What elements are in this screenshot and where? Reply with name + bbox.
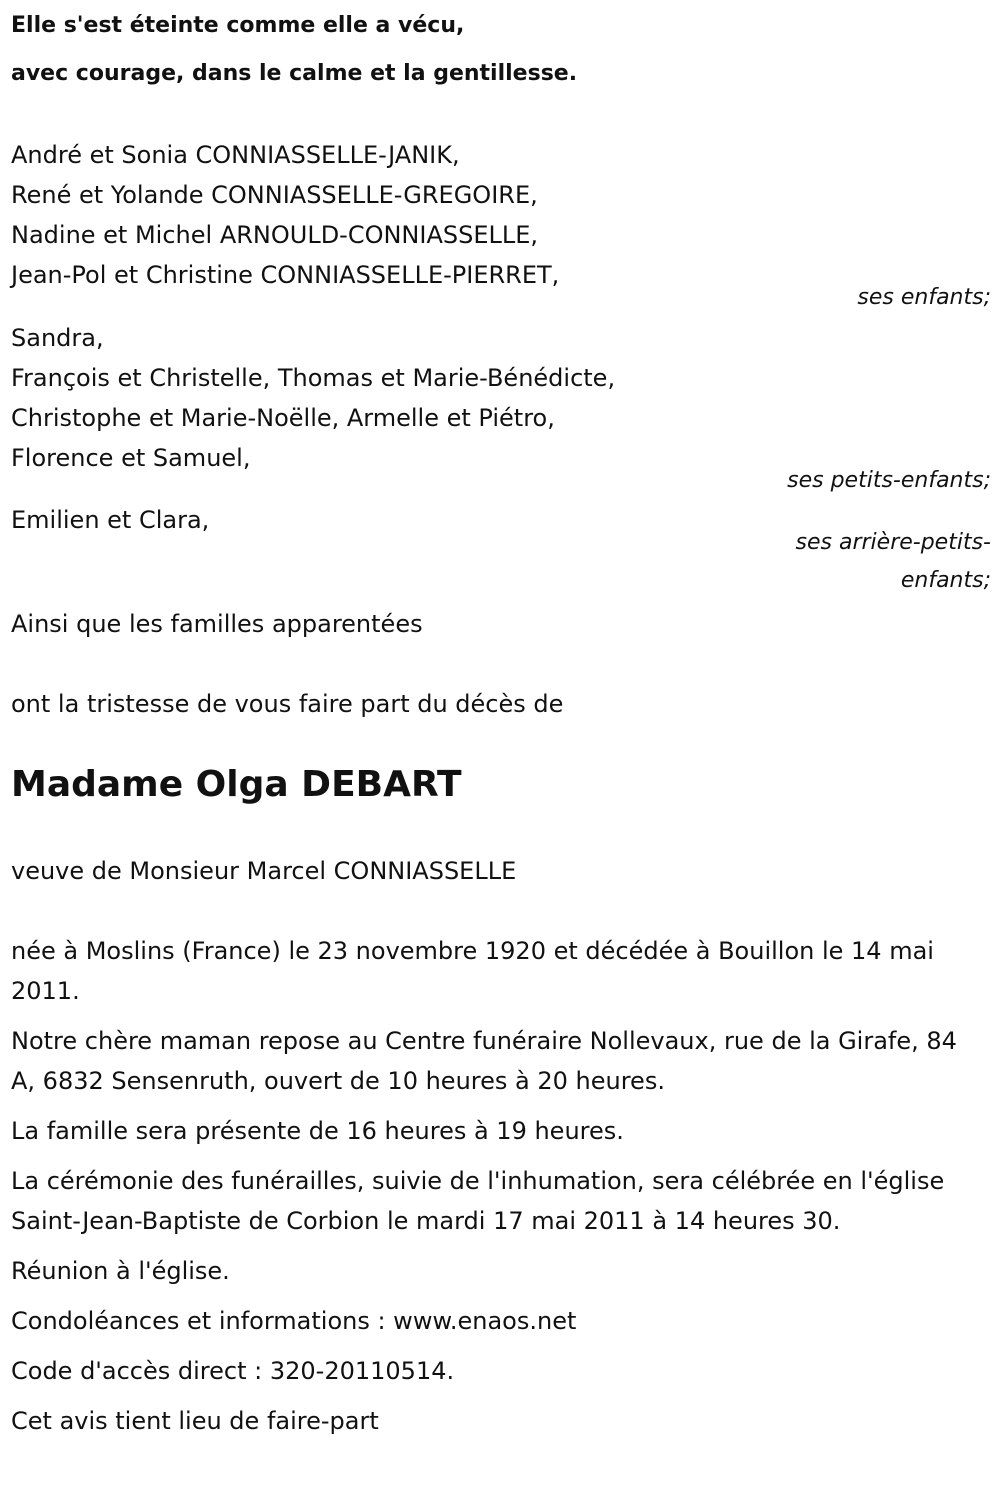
child-name: Jean-Pol et Christine CONNIASSELLE-PIERRET, — [11, 261, 560, 289]
deceased-name: Madame Olga DEBART — [11, 764, 462, 805]
notice-text: Cet avis tient lieu de faire-part — [11, 1407, 379, 1435]
great-grandchildren-label-2: enfants; — [900, 568, 991, 593]
grandchildren-section — [11, 318, 991, 500]
grandchild-name: Florence et Samuel, — [11, 444, 251, 472]
quote-line-2: avec courage, dans le calme et la gentillesse. — [11, 61, 578, 86]
quote-line-1: Elle s'est éteinte comme elle a vécu, — [11, 13, 465, 38]
child-name: René et Yolande CONNIASSELLE-GREGOIRE, — [11, 181, 538, 209]
child-name: André et Sonia CONNIASSELLE-JANIK, — [11, 141, 460, 169]
great-grandchild-name: Emilien et Clara, — [11, 506, 210, 534]
grandchildren-label: ses petits-enfants; — [787, 468, 991, 493]
families-text: Ainsi que les familles apparentées — [11, 610, 423, 638]
child-name: Nadine et Michel ARNOULD-CONNIASSELLE, — [11, 221, 539, 249]
families-line — [11, 604, 991, 644]
grandchild-name: François et Christelle, Thomas et Marie-Bénédicte, — [11, 364, 616, 392]
great-grandchildren-label-1: ses arrière-petits- — [795, 530, 991, 555]
great-grandchildren-section — [11, 500, 991, 600]
access-code-text: Code d'accès direct : 320-20110514. — [11, 1357, 455, 1385]
announcement-line — [11, 684, 991, 724]
grandchild-name: Sandra, — [11, 324, 104, 352]
children-section — [11, 135, 991, 317]
meeting-text: Réunion à l'église. — [11, 1257, 230, 1285]
announcement-text: ont la tristesse de vous faire part du décès de — [11, 690, 564, 718]
condolences-text: Condoléances et informations : www.enaos.net — [11, 1307, 577, 1335]
children-label: ses enfants; — [857, 285, 991, 310]
widow-text: veuve de Monsieur Marcel CONNIASSELLE — [11, 857, 517, 885]
birth-death-text: née à Moslins (France) le 23 novembre 1920 et décédée à Bouillon le 14 mai 2011. — [11, 937, 934, 1005]
rest-place-text: Notre chère maman repose au Centre funéraire Nollevaux, rue de la Girafe, 84 A, 6832 Sensenruth, ouvert de 10 heures à 20 heures. — [11, 1027, 957, 1095]
ceremony-text: La cérémonie des funérailles, suivie de l'inhumation, sera célébrée en l'église Saint-Jean-Baptiste de Corbion le mardi 17 mai 2011 à 14 heures 30. — [11, 1167, 945, 1235]
grandchild-name: Christophe et Marie-Noëlle, Armelle et Piétro, — [11, 404, 555, 432]
details-section — [11, 931, 991, 1441]
widow-line — [11, 851, 991, 891]
family-presence-text: La famille sera présente de 16 heures à 19 heures. — [11, 1117, 624, 1145]
